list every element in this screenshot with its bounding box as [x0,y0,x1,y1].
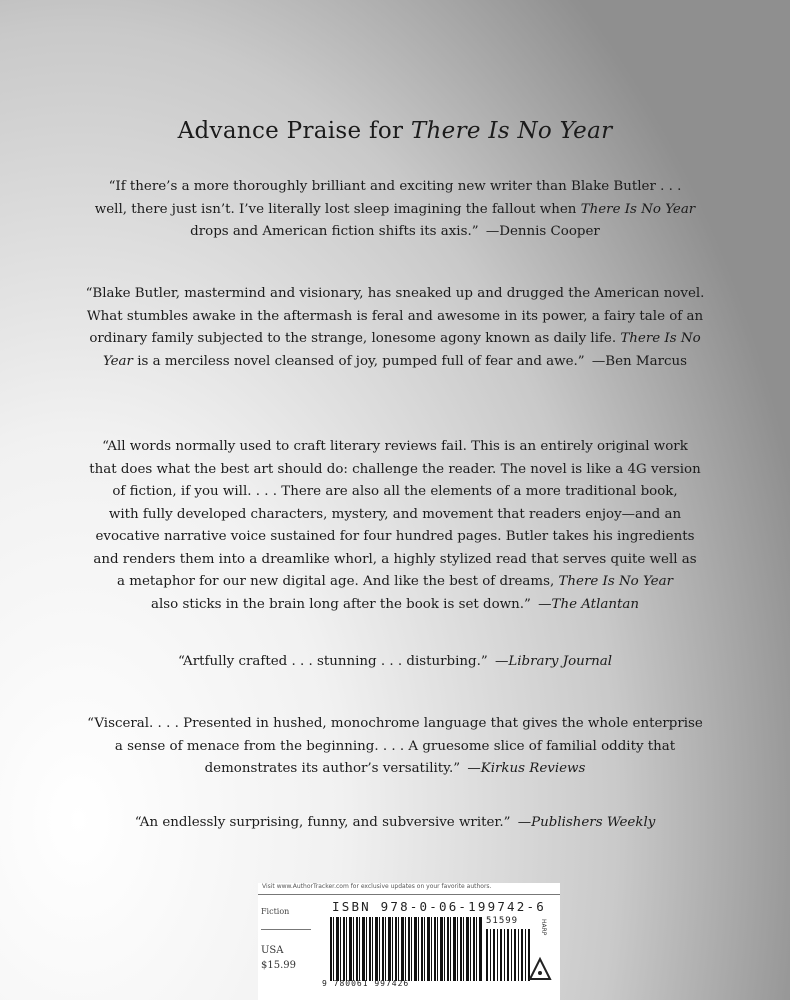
quote-attribution: — Dennis Cooper [482,224,600,239]
quote-line: “If there’s a more thoroughly brilliant and exciting new writer than Blake Butler . . . [108,179,682,194]
quote-attribution: — The Atlantan [534,597,639,612]
price-addon-barcode [486,929,530,981]
quote-line: a sense of menace from the beginning. . . . A gruesome slice of familial oddity that [114,738,676,754]
quote-line: also sticks in the brain long after the book is set down.” — The Atlantan [50,594,740,617]
quote-line: “Visceral. . . . Presented in hushed, monochrome language that gives the whole enterprise [87,716,703,731]
divider [258,894,560,895]
quote-line: a metaphor for our new digital age. And like the best of dreams, There Is No Year [117,574,673,589]
quote-attribution: — Ben Marcus [588,354,687,369]
harper-perennial-logo-icon [526,913,554,983]
price-addon-digits: 51599 [486,916,519,926]
quote-line: “Artfully crafted . . . stunning . . . disturbing.” — Library Journal [50,651,740,674]
barcode-panel [258,883,560,1000]
quote-line: drops and American fiction shifts its axis.” — Dennis Cooper [50,221,740,244]
quote-line: evocative narrative voice sustained for four hundred pages. Butler takes his ingredients [95,529,695,544]
quote-line: well, there just isn’t. I’ve literally lost sleep imagining the fallout when There Is No Year [94,201,696,217]
quote-line: demonstrates its author’s versatility.” — Kirkus Reviews [50,758,740,781]
isbn-text: ISBN 978-0-06-199742-6 [332,899,546,914]
heading-prefix: Advance Praise for [177,118,411,144]
price-country: USA [261,945,284,956]
quote-line: “Blake Butler, mastermind and visionary, has sneaked up and drugged the American novel. [85,286,705,301]
praise-quote-cooper [50,176,740,244]
quote-line: with fully developed characters, mystery, and movement that readers enjoy—and an [108,506,682,522]
quote-attribution: — Library Journal [491,654,612,669]
quote-attribution: — Kirkus Reviews [463,761,585,776]
isbn-barcode [330,917,482,981]
praise-quote-kirkus [50,713,740,781]
author-tracker-note: Visit www.AuthorTracker.com for exclusive updates on your favorite authors. [262,883,492,890]
quote-attribution: — Publishers Weekly [513,815,655,830]
svg-text:HARP: HARP [540,919,547,936]
quote-line: and renders them into a dreamlike whorl, a highly stylized read that serves quite well as [93,551,697,567]
quote-line: “An endlessly surprising, funny, and subversive writer.” — Publishers Weekly [50,812,740,835]
heading-title: There Is No Year [410,118,613,144]
praise-quote-atlantan [50,436,740,616]
quote-line: Year is a merciless novel cleansed of joy, pumped full of fear and awe.” — Ben Marcus [50,351,740,374]
quote-line: “All words normally used to craft literary reviews fail. This is an entirely original work [102,439,688,454]
price-value: $15.99 [261,960,296,971]
genre-label: Fiction [261,907,290,916]
quote-line: What stumbles awake in the aftermash is feral and awesome in its power, a fairy tale of an [86,308,704,324]
page-heading [0,118,790,144]
barcode-digits: 9 780061 997426 [322,979,410,988]
quote-line: that does what the best art should do: challenge the reader. The novel is like a 4G version [89,461,701,477]
praise-quote-marcus [50,283,740,373]
quote-line: ordinary family subjected to the strange, lonesome agony known as daily life. There Is No [89,331,701,346]
praise-quote-publishers-weekly [50,812,740,835]
quote-line: of fiction, if you will. . . . There are also all the elements of a more traditional book, [112,484,678,499]
praise-quote-library-journal [50,651,740,674]
divider [261,929,311,930]
